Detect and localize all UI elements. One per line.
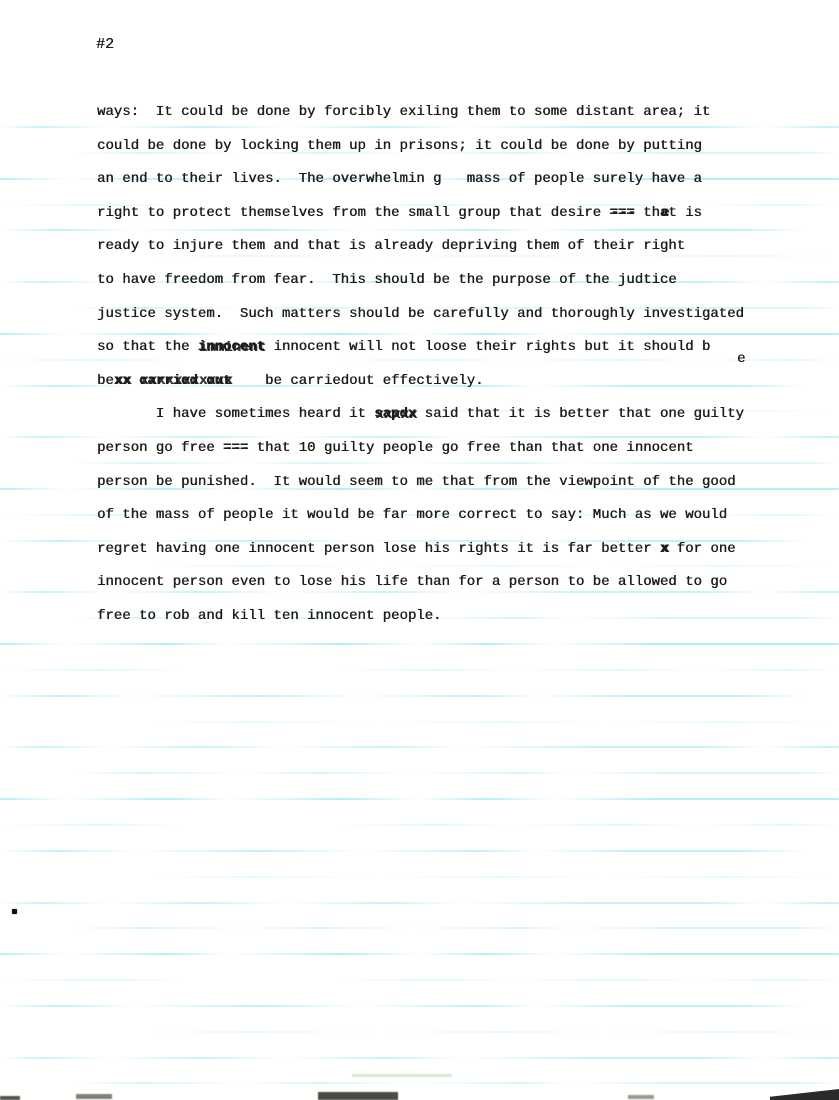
- text-segment: to have freedom from fear. This should be the purpose of the judtice: [97, 271, 677, 288]
- rule-line: [0, 953, 839, 955]
- scan-smudge: [770, 1089, 839, 1100]
- text-segment: regret having one innocent person lose his rights it is far better: [97, 540, 660, 557]
- text-line: [97, 163, 744, 197]
- text-segment: so that the: [97, 339, 198, 356]
- rule-line: [0, 876, 839, 878]
- text-segment: person be punished. It would seem to me that from the viewpoint of the good: [97, 473, 736, 490]
- rule-line: [0, 1031, 839, 1033]
- text-segment: ways: It could be done by forcibly exiling them to some distant area; it: [97, 104, 711, 120]
- stray-ink-dot: [12, 909, 17, 914]
- rule-line: [0, 746, 839, 748]
- text-segment: I have sometimes heard it: [97, 406, 375, 423]
- rule-line: [0, 824, 839, 826]
- text-segment: be carriedout effectively.: [231, 372, 484, 389]
- text-segment: for one: [668, 540, 736, 557]
- text-segment: be: [97, 372, 114, 389]
- overstruck-text: === ---: [609, 197, 634, 231]
- text-line: [97, 466, 744, 500]
- text-segment: of the mass of people it would be far more correct to say: Much as we would: [97, 507, 728, 524]
- rule-line: [0, 927, 839, 929]
- text-segment: th: [634, 204, 660, 221]
- scan-smudge: [318, 1092, 398, 1100]
- rule-line: [0, 798, 839, 800]
- rule-line: [0, 1005, 839, 1007]
- text-segment: that 10 guilty people go free than that one innocent: [248, 439, 694, 456]
- rule-line: [0, 695, 839, 697]
- scan-smudge: [0, 1096, 20, 1100]
- rule-line: [0, 1057, 839, 1059]
- rule-line: [0, 669, 839, 671]
- text-line: [97, 499, 744, 533]
- text-segment: free to rob and kill ten innocent people.: [97, 607, 442, 624]
- rule-line: [0, 979, 839, 981]
- overstruck-text: x x: [660, 533, 668, 567]
- rule-line: [0, 772, 839, 774]
- text-line: [97, 130, 744, 164]
- typed-text: [97, 96, 744, 634]
- rule-line: [0, 902, 839, 904]
- text-segment: justice system. Such matters should be carefully and thoroughly investigated: [97, 305, 744, 322]
- overstruck-text: carried out xxxxxxxxxxx: [139, 365, 231, 399]
- text-line: [97, 432, 744, 466]
- page-number: #2: [96, 36, 115, 53]
- dropped-char: e: [737, 351, 746, 367]
- scan-smudge: [628, 1095, 654, 1099]
- scan-smudge: [352, 1074, 452, 1077]
- overstruck-text: xx xx: [114, 365, 131, 399]
- text-segment: said that it is better that one guilty: [416, 406, 744, 423]
- rule-line: [0, 850, 839, 852]
- text-line: [97, 264, 744, 298]
- text-segment: ready to injure them and that is already depriving them of their right: [97, 238, 686, 255]
- text-segment: right to protect themselves from the small group that desire: [97, 204, 610, 221]
- rule-line: [0, 1082, 839, 1084]
- text-line: [97, 600, 744, 634]
- text-line: [97, 331, 744, 365]
- text-line: [97, 298, 744, 332]
- overstruck-text: sapdx xxxxx: [374, 398, 416, 432]
- text-segment: t is: [668, 204, 702, 221]
- rule-line: [0, 643, 839, 645]
- text-line: [97, 365, 744, 399]
- text-segment: person go free: [97, 439, 224, 456]
- overstruck-text: innocent imminent: [198, 331, 265, 365]
- overstruck-text: a e: [660, 197, 668, 231]
- text-line: [97, 230, 744, 264]
- overstruck-text: === ---: [223, 432, 248, 466]
- text-segment: innocent person even to lose his life than for a person to be allowed to go: [97, 574, 728, 591]
- text-line: [97, 398, 744, 432]
- rule-line: [0, 721, 839, 723]
- text-segment: could be done by locking them up in prisons; it could be done by putting: [97, 137, 702, 154]
- scan-smudge: [76, 1094, 112, 1099]
- text-line: [97, 96, 744, 130]
- text-line: [97, 197, 744, 231]
- text-segment: innocent will not loose their rights but it should b: [265, 339, 711, 356]
- text-line: [97, 533, 744, 567]
- text-segment: an end to their lives. The overwhelmin g mass of people surely have a: [97, 171, 702, 188]
- text-line: [97, 566, 744, 600]
